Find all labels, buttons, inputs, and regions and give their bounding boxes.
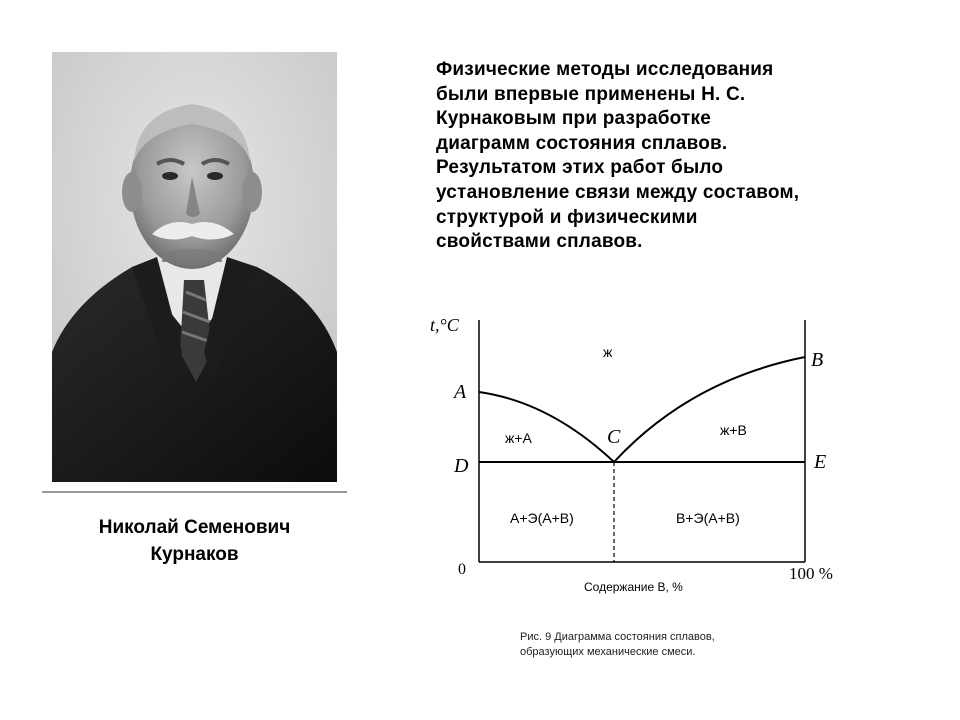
- intro-text: [436, 58, 936, 255]
- intro-line: установление связи между составом,: [436, 181, 800, 203]
- region-liquid-a: ж+А: [505, 430, 532, 446]
- origin-label: 0: [458, 561, 466, 578]
- point-d-label: D: [454, 455, 469, 477]
- figure-caption-line1: Рис. 9 Диаграмма состояния сплавов,: [520, 631, 715, 643]
- intro-line: свойствами сплавов.: [436, 231, 643, 253]
- phase-diagram: [420, 300, 860, 600]
- x-axis-title: Содержание В, %: [584, 580, 683, 594]
- portrait-photo: [52, 52, 337, 482]
- intro-line: структурой и физическими: [436, 206, 698, 228]
- portrait-caption-line1: Николай Семенович: [98, 517, 291, 538]
- intro-line: Результатом этих работ было: [436, 157, 724, 179]
- x-axis-end-label: 100 %: [789, 564, 833, 583]
- intro-line: диаграмм состояния сплавов.: [436, 132, 728, 154]
- liquidus-curve-b: [614, 357, 805, 462]
- point-a-label: A: [454, 381, 467, 403]
- figure-caption: [520, 630, 940, 659]
- point-c-label: C: [607, 426, 621, 448]
- portrait-caption-line2: Курнаков: [150, 544, 239, 565]
- divider-line: [42, 491, 347, 493]
- liquidus-curve-a: [479, 392, 614, 462]
- intro-line: Курнаковым при разработке: [436, 108, 711, 130]
- region-liquid-b: ж+В: [720, 422, 747, 438]
- point-e-label: E: [814, 451, 827, 473]
- figure-caption-line2: образующих механические смеси.: [520, 645, 696, 658]
- intro-line: Физические методы исследования: [436, 59, 774, 80]
- y-axis-label: t,°С: [430, 315, 459, 335]
- portrait-caption: [52, 514, 337, 568]
- region-solid-b: В+Э(А+В): [676, 510, 740, 526]
- region-liquid: ж: [603, 344, 613, 360]
- point-b-label: B: [811, 349, 824, 371]
- region-solid-a: А+Э(А+В): [510, 510, 574, 526]
- intro-line: были впервые применены Н. С.: [436, 83, 746, 105]
